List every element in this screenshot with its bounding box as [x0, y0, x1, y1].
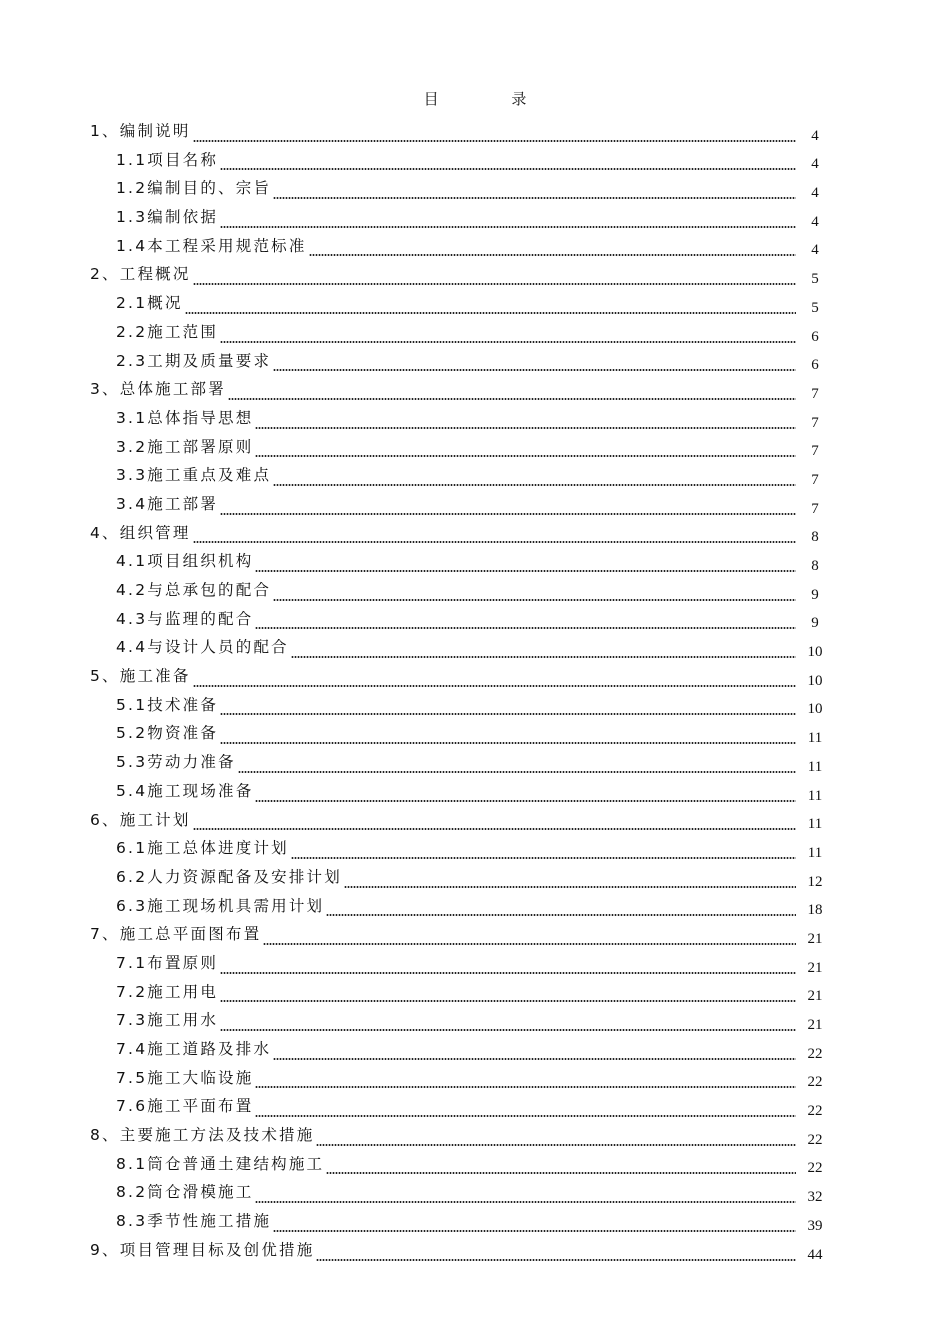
dot-leader — [220, 1029, 796, 1031]
toc-entry[interactable] — [90, 1121, 830, 1150]
toc-entry[interactable] — [90, 1178, 830, 1207]
toc-entry-page-number: 21 — [807, 959, 823, 976]
dot-leader — [220, 1000, 796, 1002]
toc-entry-page-number: 4 — [811, 127, 819, 144]
toc-entry-page-number: 7 — [811, 414, 819, 431]
toc-entry[interactable] — [90, 605, 830, 634]
toc-entry-page-number: 5 — [811, 299, 819, 316]
toc-entry[interactable] — [90, 289, 830, 318]
dot-leader — [255, 570, 796, 572]
toc-entry[interactable] — [90, 146, 830, 175]
dot-leader — [193, 140, 796, 142]
dot-leader — [273, 484, 796, 486]
dot-leader — [291, 656, 796, 658]
toc-entry-page-number: 10 — [807, 701, 823, 718]
toc-entry-page-number: 8 — [811, 558, 819, 574]
toc-entry-page-number: 4 — [811, 156, 819, 173]
toc-entry[interactable] — [90, 547, 830, 576]
toc-entry-page-number: 22 — [807, 1074, 823, 1091]
toc-entry-page-number: 10 — [807, 644, 823, 661]
toc-entry[interactable] — [90, 318, 830, 347]
dot-leader — [316, 1144, 796, 1146]
toc-entry-label: 6.2人力资源配备及安排计划 — [116, 865, 342, 887]
toc-entry[interactable] — [90, 174, 830, 203]
toc-entry[interactable] — [90, 461, 830, 490]
toc-entry-page-number: 22 — [807, 1045, 823, 1062]
toc-entry[interactable] — [90, 748, 830, 777]
dot-leader — [193, 685, 796, 687]
toc-entry-page-number: 12 — [807, 873, 823, 890]
toc-entry-label: 5.2物资准备 — [116, 721, 218, 743]
toc-entry[interactable] — [90, 863, 830, 892]
toc-entry-page-number: 22 — [807, 1103, 823, 1120]
dot-leader — [220, 972, 796, 974]
dot-leader — [326, 1172, 796, 1174]
toc-entry-label: 5.4施工现场准备 — [116, 779, 253, 801]
toc-entry-page-number: 4 — [811, 213, 819, 230]
toc-entry-page-number: 21 — [807, 988, 823, 1005]
dot-leader — [273, 197, 796, 199]
dot-leader — [193, 828, 796, 830]
dot-leader — [220, 226, 796, 228]
toc-entry[interactable] — [90, 490, 830, 519]
toc-entry-label: 8.3季节性施工措施 — [116, 1209, 271, 1231]
toc-entry[interactable] — [90, 834, 830, 863]
toc-entry-page-number: 10 — [807, 672, 823, 689]
toc-entry[interactable] — [90, 232, 830, 261]
dot-leader — [220, 742, 796, 744]
toc-entry[interactable] — [90, 978, 830, 1007]
toc-entry-page-number: 9 — [811, 586, 819, 603]
dot-leader — [255, 427, 796, 429]
toc-entry-label: 5.1技术准备 — [116, 693, 218, 715]
toc-entry-page-number: 22 — [807, 1131, 823, 1148]
toc-entry-label: 3、总体施工部署 — [90, 377, 226, 399]
toc-entry-label: 6、施工计划 — [90, 808, 191, 830]
toc-entry-page-number: 4 — [811, 185, 819, 202]
toc-entry-page-number: 44 — [807, 1246, 823, 1263]
toc-entry-label: 1.4本工程采用规范标准 — [116, 234, 307, 256]
table-of-contents — [90, 117, 830, 1265]
toc-entry-page-number: 9 — [811, 615, 819, 632]
toc-entry-label: 6.1施工总体进度计划 — [116, 836, 289, 858]
toc-entry-label: 3.2施工部署原则 — [116, 435, 253, 457]
dot-leader — [273, 1230, 796, 1232]
toc-entry-label: 4.4与设计人员的配合 — [116, 635, 289, 657]
toc-entry[interactable] — [90, 1006, 830, 1035]
toc-entry-page-number: 7 — [811, 443, 819, 460]
toc-entry-page-number: 21 — [807, 930, 823, 947]
dot-leader — [255, 800, 796, 802]
toc-entry-label: 7.2施工用电 — [116, 980, 218, 1002]
toc-entry[interactable] — [90, 806, 830, 835]
dot-leader — [193, 283, 796, 285]
toc-title: 目 录 — [423, 90, 561, 108]
toc-entry-label: 2.3工期及质量要求 — [116, 349, 271, 371]
toc-entry-label: 3.4施工部署 — [116, 492, 218, 514]
toc-entry[interactable] — [90, 203, 830, 232]
toc-entry-label: 1.3编制依据 — [116, 205, 218, 227]
toc-entry-page-number: 8 — [811, 529, 819, 546]
dot-leader — [238, 771, 796, 773]
dot-leader — [291, 857, 796, 859]
toc-entry-label: 4、组织管理 — [90, 521, 191, 543]
toc-entry-label: 8.1筒仓普通土建结构施工 — [116, 1152, 324, 1174]
toc-entry[interactable] — [90, 892, 830, 921]
toc-entry-label: 1.1项目名称 — [116, 148, 218, 170]
toc-entry-page-number: 39 — [807, 1217, 823, 1234]
toc-entry-page-number: 4 — [811, 242, 819, 259]
dot-leader — [220, 341, 796, 343]
dot-leader — [263, 943, 796, 945]
toc-entry[interactable] — [90, 260, 830, 289]
toc-entry-label: 1、编制说明 — [90, 119, 191, 141]
dot-leader — [316, 1259, 796, 1261]
toc-entry-page-number: 21 — [807, 1017, 823, 1033]
dot-leader — [220, 513, 796, 515]
dot-leader — [193, 541, 796, 543]
toc-entry[interactable] — [90, 633, 830, 662]
toc-entry-page-number: 6 — [811, 357, 819, 374]
toc-entry[interactable] — [90, 719, 830, 748]
dot-leader — [255, 1086, 796, 1088]
toc-entry-page-number: 18 — [807, 902, 823, 919]
toc-entry-page-number: 7 — [811, 385, 819, 402]
dot-leader — [220, 713, 796, 715]
toc-entry[interactable] — [90, 1236, 830, 1265]
toc-entry[interactable] — [90, 433, 830, 462]
toc-entry-page-number: 32 — [807, 1189, 823, 1206]
toc-entry[interactable] — [90, 777, 830, 806]
toc-entry[interactable] — [90, 576, 830, 605]
toc-entry[interactable] — [90, 691, 830, 720]
toc-entry-label: 7、施工总平面图布置 — [90, 922, 261, 944]
toc-entry[interactable] — [90, 1150, 830, 1179]
toc-entry[interactable] — [90, 347, 830, 376]
dot-leader — [220, 168, 796, 170]
toc-entry-label: 7.6施工平面布置 — [116, 1094, 253, 1116]
toc-entry-page-number: 11 — [807, 730, 823, 747]
toc-entry[interactable] — [90, 519, 830, 548]
toc-entry-page-number: 6 — [811, 328, 819, 345]
toc-entry-label: 4.2与总承包的配合 — [116, 578, 271, 600]
toc-entry-label: 3.3施工重点及难点 — [116, 463, 271, 485]
toc-entry[interactable] — [90, 920, 830, 949]
dot-leader — [273, 599, 796, 601]
toc-entry-page-number: 11 — [807, 816, 823, 833]
dot-leader — [185, 312, 796, 314]
toc-entry-page-number: 11 — [807, 758, 823, 775]
dot-leader — [255, 627, 796, 629]
toc-entry-label: 8.2筒仓滑模施工 — [116, 1180, 253, 1202]
toc-entry-label: 7.4施工道路及排水 — [116, 1037, 271, 1059]
toc-entry-label: 3.1总体指导思想 — [116, 406, 253, 428]
toc-entry-label: 1.2编制目的、宗旨 — [116, 176, 271, 198]
dot-leader — [273, 1058, 796, 1060]
toc-entry[interactable] — [90, 1064, 830, 1093]
toc-entry-label: 7.5施工大临设施 — [116, 1066, 253, 1088]
toc-entry[interactable] — [90, 1207, 830, 1236]
toc-entry-page-number: 11 — [807, 844, 823, 861]
toc-entry-label: 6.3施工现场机具需用计划 — [116, 894, 324, 916]
toc-entry-page-number: 11 — [807, 787, 823, 804]
toc-entry-page-number: 7 — [811, 500, 819, 517]
toc-entry-label: 9、项目管理目标及创优措施 — [90, 1238, 314, 1260]
dot-leader — [228, 398, 796, 400]
toc-entry[interactable] — [90, 117, 830, 146]
toc-entry[interactable] — [90, 949, 830, 978]
dot-leader — [309, 254, 796, 256]
toc-entry-label: 5.3劳动力准备 — [116, 750, 236, 772]
dot-leader — [255, 1115, 796, 1117]
dot-leader — [273, 369, 796, 371]
toc-entry-page-number: 7 — [811, 471, 819, 488]
toc-entry-label: 5、施工准备 — [90, 664, 191, 686]
toc-entry-label: 7.3施工用水 — [116, 1008, 218, 1030]
toc-entry-page-number: 22 — [807, 1160, 823, 1177]
toc-entry-label: 8、主要施工方法及技术措施 — [90, 1123, 314, 1145]
toc-entry-label: 2.1概况 — [116, 291, 183, 313]
toc-entry[interactable] — [90, 404, 830, 433]
toc-entry-label: 2、工程概况 — [90, 262, 191, 284]
toc-entry-page-number: 5 — [811, 271, 819, 288]
toc-entry-label: 4.3与监理的配合 — [116, 607, 253, 629]
toc-entry-label: 2.2施工范围 — [116, 320, 218, 342]
dot-leader — [255, 455, 796, 457]
toc-entry[interactable] — [90, 662, 830, 691]
dot-leader — [344, 886, 796, 888]
dot-leader — [255, 1201, 796, 1203]
toc-entry[interactable] — [90, 1035, 830, 1064]
dot-leader — [326, 914, 796, 916]
toc-entry-label: 7.1布置原则 — [116, 951, 218, 973]
toc-entry-label: 4.1项目组织机构 — [116, 549, 253, 571]
toc-entry[interactable] — [90, 1092, 830, 1121]
toc-entry[interactable] — [90, 375, 830, 404]
